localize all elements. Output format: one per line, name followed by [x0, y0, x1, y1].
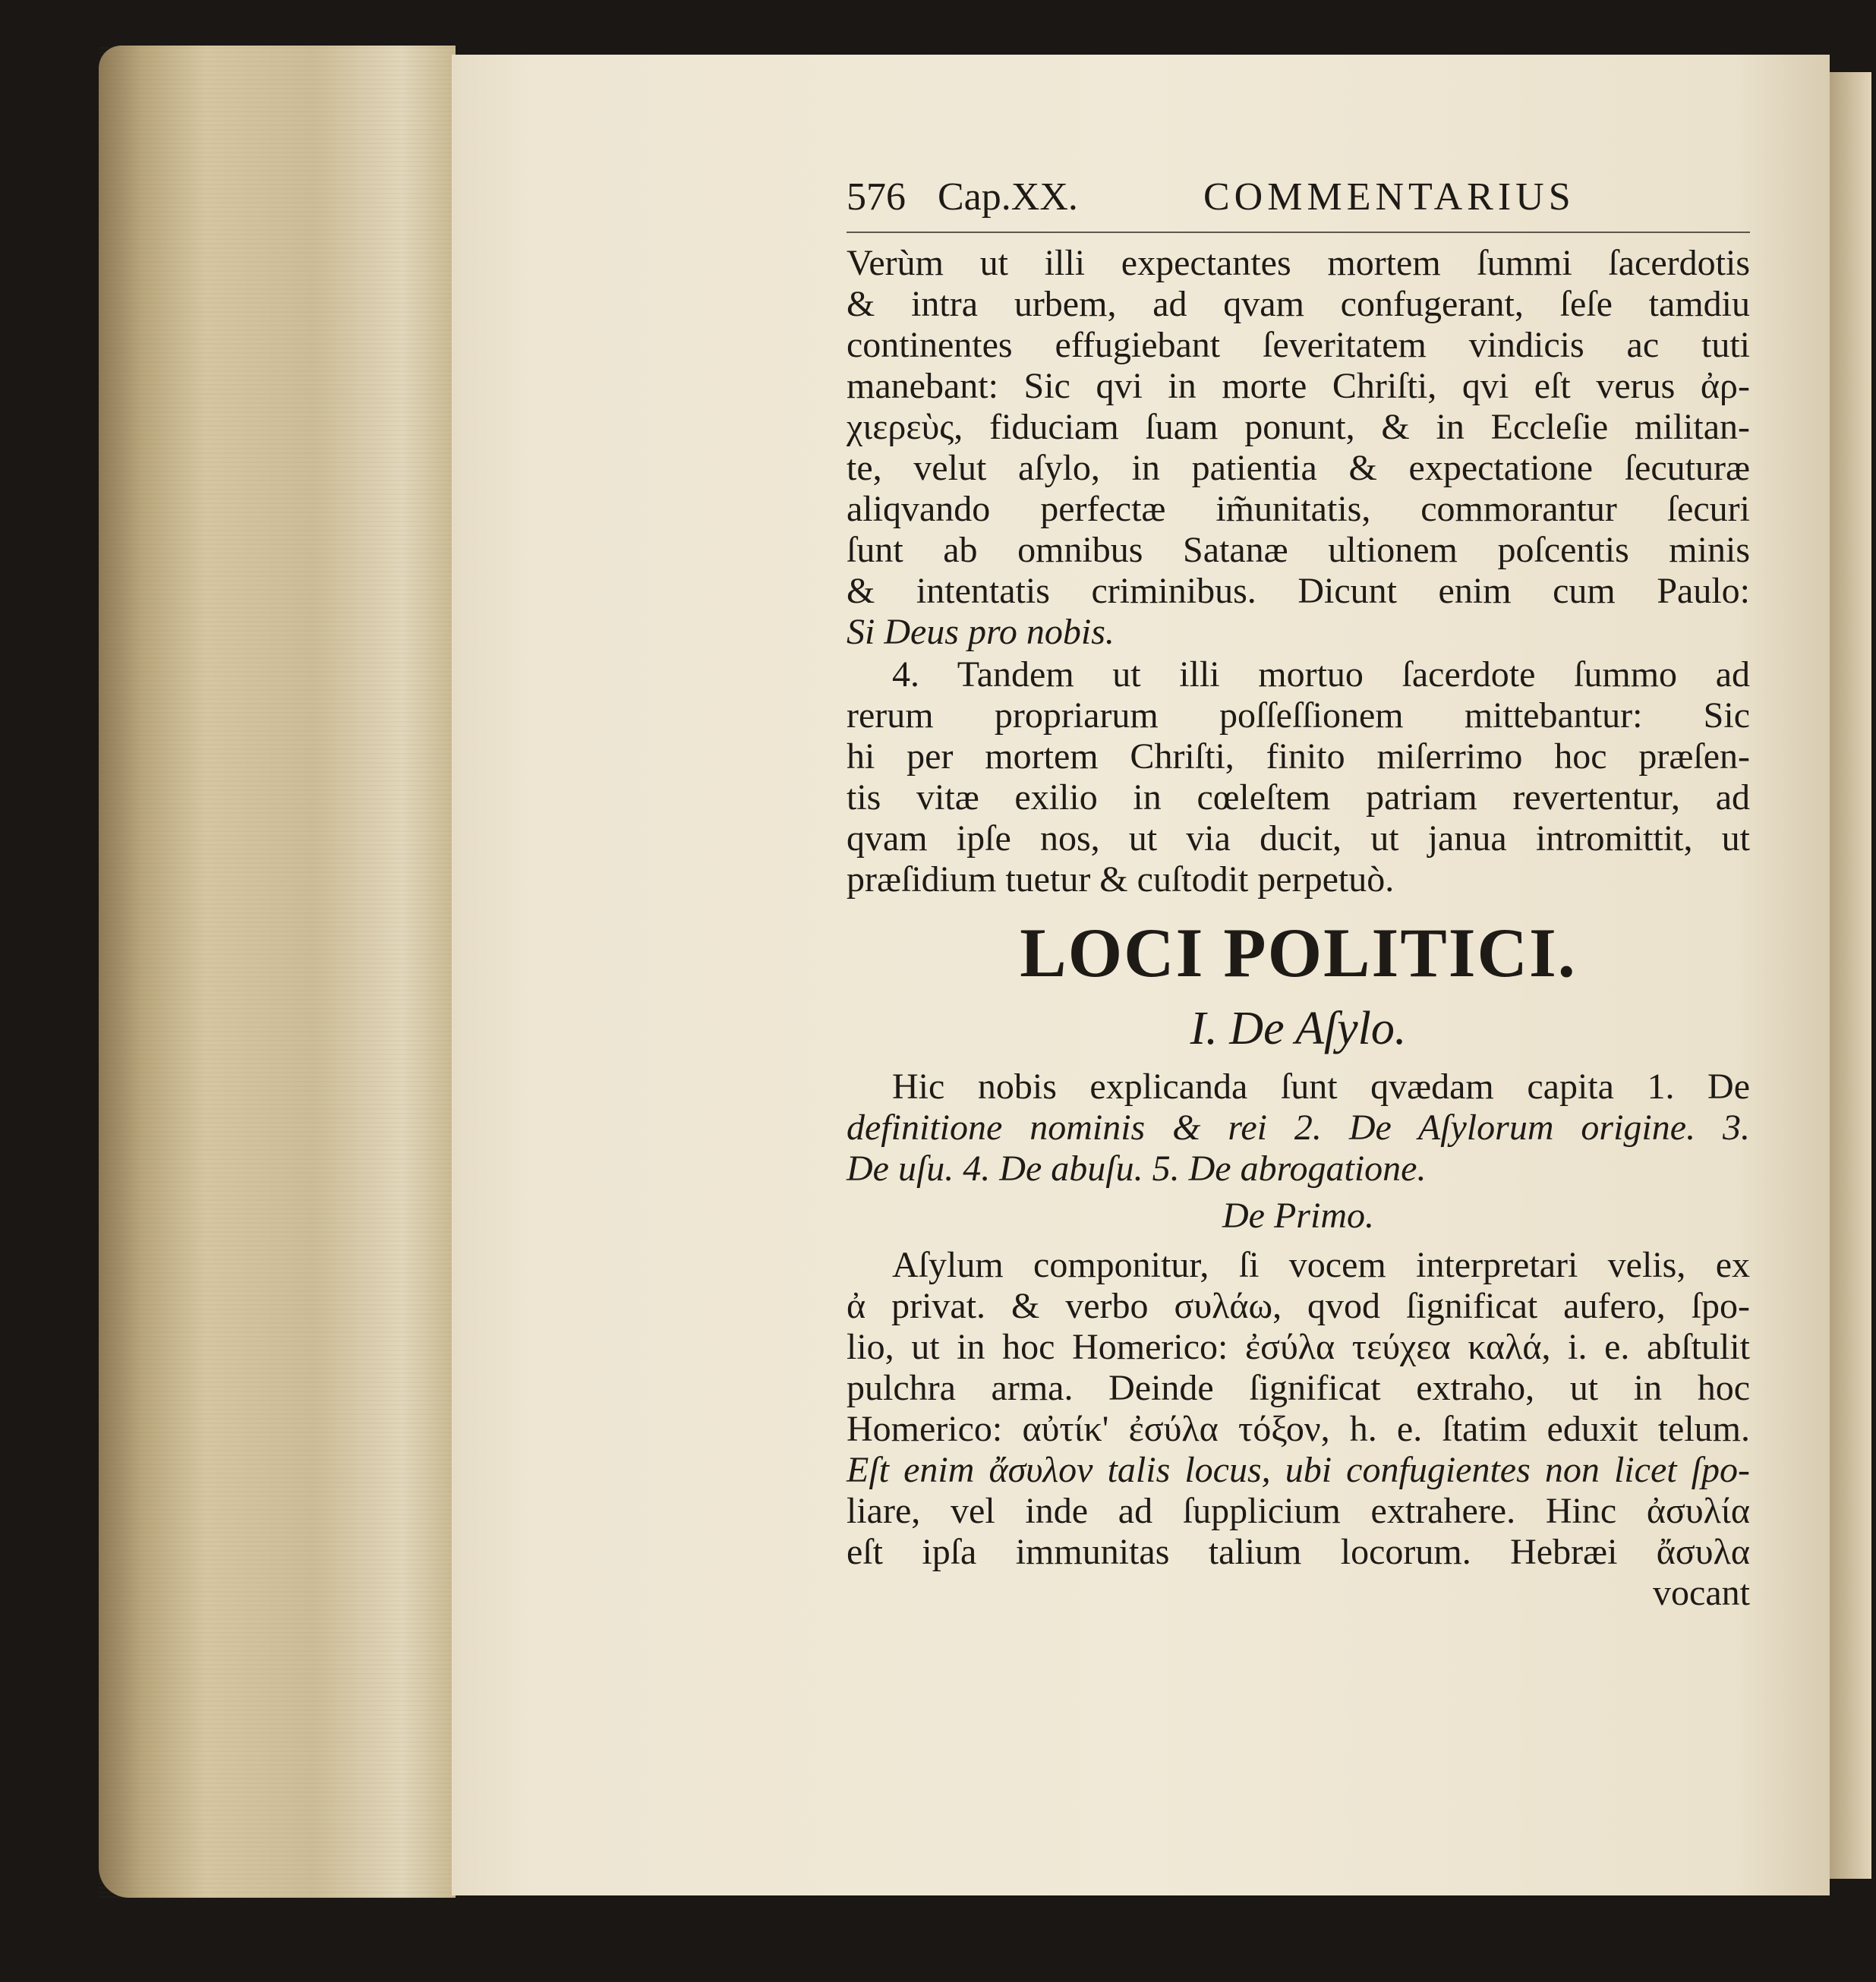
text-line: tis vitæ exilio in cœleſtem patriam revertentur, ad	[847, 777, 1750, 818]
catchword: vocant	[1653, 1573, 1750, 1613]
text-line: liare, vel inde ad ſupplicium extrahere. Hinc ἀσυλία	[847, 1491, 1750, 1531]
header-rule	[847, 232, 1750, 233]
text-line: eſt ipſa immunitas talium locorum. Hebræi ἄσυλα	[847, 1532, 1750, 1572]
text-line: Aſylum componitur, ſi vocem interpretari velis, ex	[892, 1245, 1750, 1285]
text-line: χιερεὺς, fiduciam ſuam ponunt, & in Eccleſie militan-	[847, 407, 1750, 447]
running-head	[847, 171, 1750, 224]
text-line: aliqvando perfectæ im̃unitatis, commorantur ſecuri	[847, 489, 1750, 529]
chapter-label: Cap.XX.	[938, 175, 1078, 219]
text-line: hi per mortem Chriſti, finito miſerrimo hoc præſen-	[847, 736, 1750, 777]
text-line: lio, ut in hoc Homerico: ἐσύλα τεύχεα καλά, i. e. abſtulit	[847, 1327, 1750, 1367]
text-line: ſunt ab omnibus Satanæ ultionem poſcentis minis	[847, 530, 1750, 570]
text-line: Eſt enim ἄσυλον talis locus, ubi confugientes non licet ſpo-	[847, 1450, 1750, 1490]
text-line: Verùm ut illi expectantes mortem ſummi ſacerdotis	[847, 243, 1750, 283]
text-line: præſidium tuetur & cuſtodit perpetuò.	[847, 859, 1395, 900]
text-line: ἀ privat. & verbo συλάω, qvod ſignificat aufero, ſpo-	[847, 1286, 1750, 1326]
text-line: Homerico: αὐτίκ' ἐσύλα τόξον, h. e. ſtatim eduxit telum.	[847, 1409, 1750, 1449]
text-line: Hic nobis explicanda ſunt qvædam capita 1. De	[892, 1067, 1750, 1107]
text-line: definitione nominis & rei 2. De Aſylorum origine. 3.	[847, 1108, 1750, 1148]
text-line: rerum propriarum poſſeſſionem mittebantur: Sic	[847, 695, 1750, 736]
text-line: & intra urbem, ad qvam confugerant, ſeſe tamdiu	[847, 284, 1750, 324]
section-heading: LOCI POLITICI.	[1020, 914, 1577, 991]
text-line: & intentatis criminibus. Dicunt enim cum Paulo:	[847, 571, 1750, 611]
text-line: De uſu. 4. De abuſu. 5. De abrogatione.	[847, 1149, 1427, 1189]
text-line: manebant: Sic qvi in morte Chriſti, qvi eſt verus ἀρ-	[847, 366, 1750, 406]
text-line: pulchra arma. Deinde ſignificat extraho, ut in hoc	[847, 1368, 1750, 1408]
page-number: 576	[847, 175, 906, 219]
text-line: continentes effugiebant ſeveritatem vindicis ac tuti	[847, 325, 1750, 365]
facing-page-edge	[1830, 72, 1871, 1879]
subheading-de-primo: De Primo.	[1222, 1196, 1374, 1236]
section-subheading: I. De Aſylo.	[1190, 1003, 1407, 1054]
book-page-edges	[99, 46, 456, 1898]
running-title: COMMENTARIUS	[1203, 175, 1575, 219]
text-line: qvam ipſe nos, ut via ducit, ut janua intromittit, ut	[847, 818, 1750, 859]
text-line: Si Deus pro nobis.	[847, 612, 1115, 652]
text-line: te, velut aſylo, in patientia & expectatione ſecuturæ	[847, 448, 1750, 488]
text-line: 4. Tandem ut illi mortuo ſacerdote ſummo ad	[892, 654, 1750, 695]
